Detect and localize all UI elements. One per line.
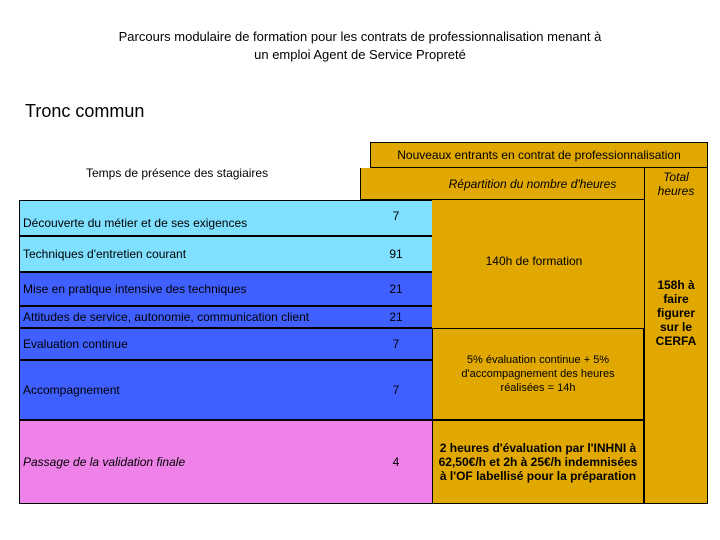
row-value-attitudes <box>360 306 432 328</box>
row-label-text: Découverte du métier et de ses exigences <box>23 216 248 230</box>
row-label-text: Passage de la validation finale <box>23 455 186 469</box>
row-label-attitudes <box>19 306 360 328</box>
row-hours: 7 <box>392 337 400 351</box>
header-repartition-text: Répartition du nombre d'heures <box>448 176 617 191</box>
note-formation-text: 140h de formation <box>485 254 583 268</box>
row-value-techniques <box>360 236 432 272</box>
total-column <box>644 168 708 504</box>
title-line-2: un emploi Agent de Service Propreté <box>254 47 466 62</box>
header-total: Total heures <box>657 170 695 198</box>
row-hours: 4 <box>392 455 400 469</box>
row-hours: 21 <box>389 282 403 296</box>
presence-label: Temps de présence des stagiaires <box>86 166 269 180</box>
row-label-accompagnement <box>19 360 360 420</box>
row-label-text: Evaluation continue <box>23 337 128 351</box>
document-title <box>40 28 680 64</box>
row-label-decouverte <box>19 200 360 236</box>
header-main <box>370 142 708 168</box>
row-label-text: Attitudes de service, autonomie, communication client <box>23 310 310 324</box>
row-label-mise-en-pratique <box>19 272 360 306</box>
note-formation <box>432 236 636 286</box>
row-label-techniques <box>19 236 360 272</box>
row-label-text: Mise en pratique intensive des techniques <box>23 282 247 296</box>
note-evaluation-text: 5% évaluation continue + 5% d'accompagnement des heures réalisées = 14h <box>461 354 615 394</box>
note-validation <box>432 420 644 504</box>
note-validation-text: 2 heures d'évaluation par l'INHNI à 62,50€/h et 2h à 25€/h indemnisées à l'OF labellisé pour la préparation <box>438 441 638 483</box>
header-repartition <box>360 168 644 200</box>
header-main-text: Nouveaux entrants en contrat de professionnalisation <box>397 148 681 162</box>
row-value-accompagnement <box>360 360 432 420</box>
title-line-1: Parcours modulaire de formation pour les contrats de professionnalisation menant à <box>118 29 602 44</box>
row-label-validation <box>19 420 360 504</box>
row-hours: 7 <box>392 209 400 223</box>
row-value-mise-en-pratique <box>360 272 432 306</box>
row-label-text: Accompagnement <box>23 383 120 397</box>
row-value-decouverte <box>360 200 432 236</box>
row-hours: 91 <box>389 247 403 261</box>
note-evaluation <box>432 328 644 420</box>
row-value-evaluation <box>360 328 432 360</box>
row-hours: 21 <box>389 310 403 324</box>
total-note: 158h à faire figurer sur le CERFA <box>655 278 697 348</box>
row-value-validation <box>360 420 432 504</box>
row-label-evaluation <box>19 328 360 360</box>
row-hours: 7 <box>392 383 400 397</box>
row-label-text: Techniques d'entretien courant <box>23 247 187 261</box>
section-title: Tronc commun <box>25 101 145 121</box>
